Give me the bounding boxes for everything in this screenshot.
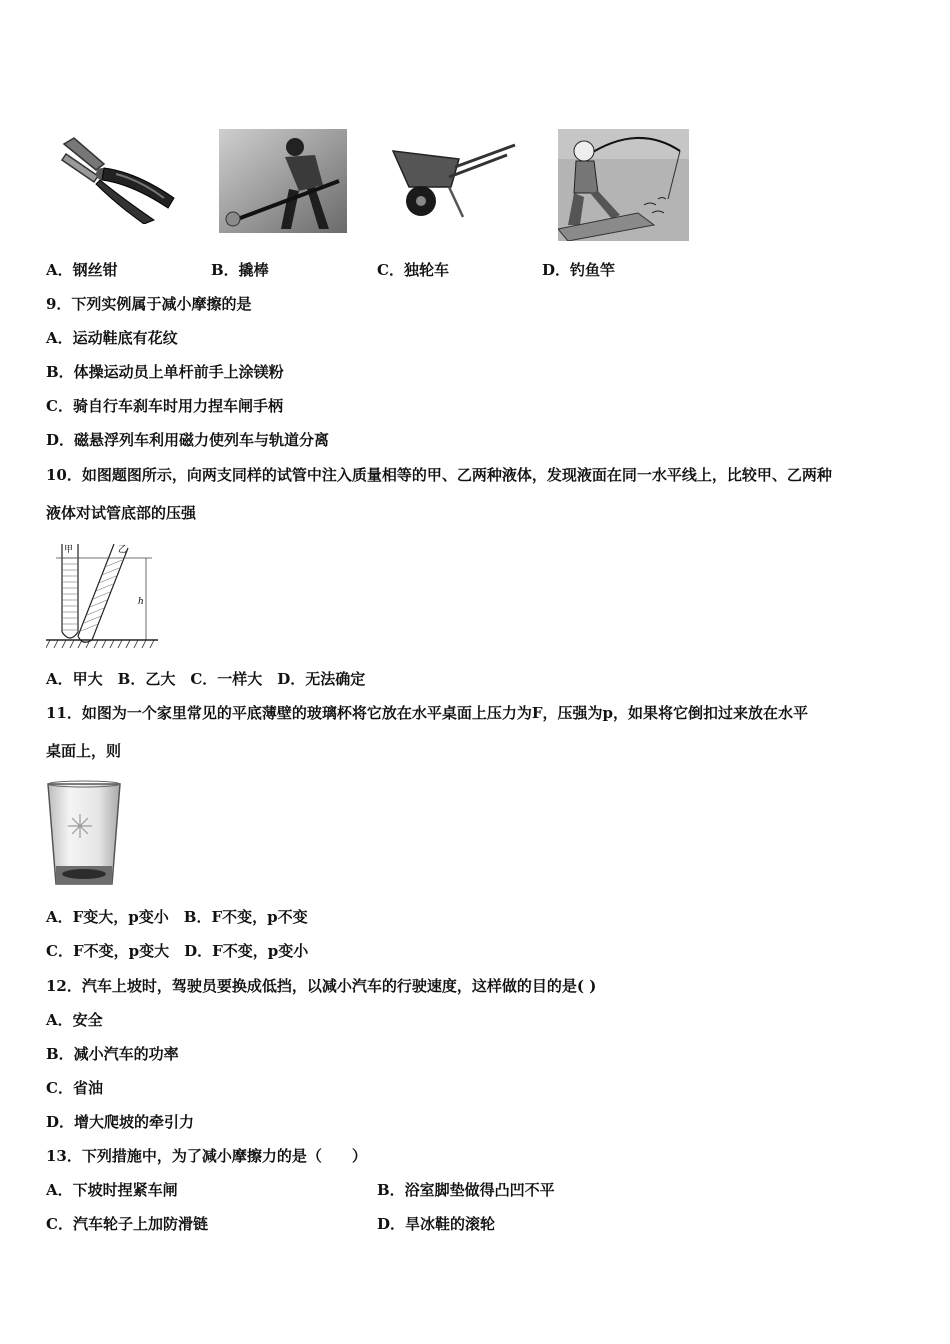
label-h: h — [138, 597, 144, 607]
crowbar-image — [219, 129, 347, 233]
q12-option-c[interactable]: C．省油 — [46, 1079, 103, 1097]
q11-options-row2[interactable]: C．F不变，p变大 D．F不变，p变小 — [46, 942, 309, 960]
q9-stem: 9．下列实例属于减小摩擦的是 — [46, 295, 252, 313]
q10-stem-line2: 液体对试管底部的压强 — [46, 504, 197, 522]
q8-option-b[interactable]: B．撬棒 — [211, 261, 269, 279]
q13-option-b[interactable]: B．浴室脚垫做得凸凹不平 — [377, 1181, 555, 1199]
q9-option-d[interactable]: D．磁悬浮列车利用磁力使列车与轨道分离 — [46, 431, 330, 449]
q8-option-d[interactable]: D．钓鱼竿 — [542, 261, 616, 279]
q8-option-c[interactable]: C．独轮车 — [377, 261, 449, 279]
q9-option-a[interactable]: A．运动鞋底有花纹 — [46, 329, 178, 347]
q12-option-a[interactable]: A．安全 — [46, 1011, 103, 1029]
q11-stem-line1: 11．如图为一个家里常见的平底薄壁的玻璃杯将它放在水平桌面上压力为F，压强为p，如果将它倒扣过来放在水平 — [46, 704, 809, 722]
fishing-rod-image — [558, 129, 689, 241]
q8-option-a[interactable]: A．钢丝钳 — [46, 261, 118, 279]
q9-option-b[interactable]: B．体操运动员上单杆前手上涂镁粉 — [46, 363, 284, 381]
q9-option-c[interactable]: C．骑自行车刹车时用力捏车闸手柄 — [46, 397, 283, 415]
q10-stem-line1: 10．如图题图所示，向两支同样的试管中注入质量相等的甲、乙两种液体，发现液面在同一水平线上，比较甲、乙两种 — [46, 466, 832, 484]
q12-stem: 12．汽车上坡时，驾驶员要换成低挡，以减小汽车的行驶速度，这样做的目的是( ) — [46, 977, 597, 995]
q10-options[interactable]: A．甲大 B．乙大 C．一样大 D．无法确定 — [46, 670, 366, 688]
q13-option-a[interactable]: A．下坡时捏紧车闸 — [46, 1181, 178, 1199]
glass-cup-image — [46, 780, 122, 892]
label-jia: 甲 — [64, 545, 74, 555]
q13-option-d[interactable]: D．旱冰鞋的滚轮 — [377, 1215, 496, 1233]
wheelbarrow-image — [389, 137, 517, 219]
label-yi: 乙 — [118, 545, 128, 555]
test-tubes-figure — [46, 540, 160, 652]
q11-options-row1[interactable]: A．F变大，p变小 B．F不变，p不变 — [46, 908, 308, 926]
q12-option-d[interactable]: D．增大爬坡的牵引力 — [46, 1113, 195, 1131]
q13-stem: 13．下列措施中，为了减小摩擦力的是（ ） — [46, 1147, 367, 1165]
q12-option-b[interactable]: B．减小汽车的功率 — [46, 1045, 179, 1063]
q13-option-c[interactable]: C．汽车轮子上加防滑链 — [46, 1215, 208, 1233]
q11-stem-line2: 桌面上，则 — [46, 742, 122, 760]
pliers-image — [56, 132, 178, 224]
